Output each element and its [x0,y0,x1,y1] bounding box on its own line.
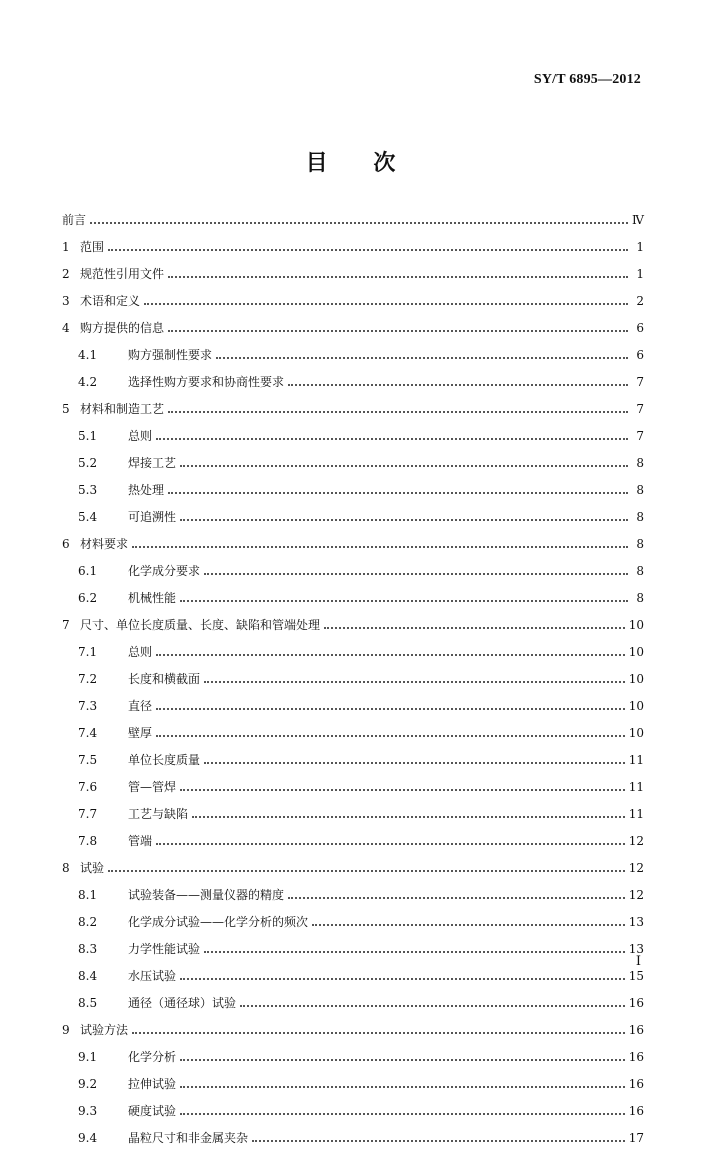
toc-entry-page: 7 [636,428,644,443]
toc-entry-title: 水压试验 [128,968,177,983]
toc-entry-title: 材料要求 [80,536,129,551]
toc-entry-page: 12 [628,833,644,848]
toc-entry-number: 9 [62,1022,70,1037]
toc-leader-dots [288,384,628,386]
toc-leader-dots [180,1086,625,1088]
toc-entry-title: 焊接工艺 [128,455,177,470]
toc-entry-page: 7 [636,374,644,389]
toc-entry-page: 7 [636,401,644,416]
toc-entry-page: 11 [628,779,644,794]
toc-entry-page: 10 [628,698,644,713]
toc-entry[interactable] [62,1070,644,1097]
toc-entry-page: 2 [636,293,644,308]
toc-entry[interactable] [62,908,644,935]
table-of-contents [62,206,644,1151]
toc-entry[interactable] [62,584,644,611]
toc-entry-number: 9.4 [78,1130,98,1145]
toc-entry[interactable] [62,368,644,395]
toc-leader-dots [240,1005,625,1007]
toc-entry-number: 9.3 [78,1103,98,1118]
toc-entry-page: Ⅳ [632,212,644,227]
toc-entry-page: 17 [628,1130,644,1145]
toc-entry-title: 壁厚 [128,725,153,740]
toc-leader-dots [168,276,628,278]
toc-entry-title: 化学成分要求 [128,563,201,578]
toc-entry-page: 8 [636,482,644,497]
toc-entry-title: 购方提供的信息 [80,320,165,335]
toc-entry-title: 化学分析 [128,1049,177,1064]
toc-entry[interactable] [62,989,644,1016]
toc-entry-number: 4.2 [78,374,98,389]
toc-entry-number: 8.4 [78,968,98,983]
toc-entry-title: 通径（通径球）试验 [128,995,237,1010]
toc-entry-number: 7.8 [78,833,98,848]
toc-entry-page: 15 [628,968,644,983]
toc-entry-number: 8.2 [78,914,98,929]
toc-entry[interactable] [62,287,644,314]
toc-entry-number: 6.2 [78,590,98,605]
toc-leader-dots [108,870,625,872]
page-number: I [635,954,641,969]
toc-entry-page: 16 [628,995,644,1010]
toc-entry-page: 10 [628,725,644,740]
toc-entry-number: 1 [62,239,70,254]
toc-entry-page: 8 [636,455,644,470]
toc-entry[interactable] [62,854,644,881]
toc-entry[interactable] [62,341,644,368]
toc-entry-number: 8.1 [78,887,98,902]
toc-entry[interactable] [62,557,644,584]
toc-leader-dots [132,546,628,548]
toc-entry-number: 6.1 [78,563,98,578]
toc-entry-page: 8 [636,536,644,551]
toc-leader-dots [180,1113,625,1115]
toc-leader-dots [204,762,625,764]
toc-entry-number: 7.7 [78,806,98,821]
toc-leader-dots [156,735,625,737]
toc-entry[interactable] [62,773,644,800]
toc-entry-title: 试验装备——测量仪器的精度 [128,887,285,902]
toc-entry[interactable] [62,503,644,530]
toc-leader-dots [180,519,628,521]
toc-entry-number: 4 [62,320,70,335]
toc-entry-title: 材料和制造工艺 [80,401,165,416]
toc-leader-dots [90,222,628,224]
toc-entry-title: 力学性能试验 [128,941,201,956]
toc-entry-title: 直径 [128,698,153,713]
toc-leader-dots [324,627,625,629]
toc-leader-dots [216,357,628,359]
toc-entry-title: 长度和横截面 [128,671,201,686]
toc-entry-page: 16 [628,1076,644,1091]
toc-entry-title: 尺寸、单位长度质量、长度、缺陷和管端处理 [80,617,321,632]
toc-entry-title: 试验方法 [80,1022,129,1037]
toc-entry-page: 11 [628,806,644,821]
toc-entry-title: 前言 [62,212,87,227]
toc-entry-title: 晶粒尺寸和非金属夹杂 [128,1130,249,1145]
toc-entry-title: 范围 [80,239,105,254]
toc-entry-page: 10 [628,644,644,659]
toc-entry-page: 12 [628,887,644,902]
toc-entry-page: 11 [628,752,644,767]
toc-entry-number: 7 [62,617,70,632]
toc-entry[interactable] [62,692,644,719]
page-title: 目 次 [305,151,396,176]
toc-entry-number: 7.6 [78,779,98,794]
toc-entry[interactable] [62,746,644,773]
toc-leader-dots [132,1032,625,1034]
toc-leader-dots [156,708,625,710]
toc-entry-title: 规范性引用文件 [80,266,165,281]
toc-entry-page: 8 [636,509,644,524]
toc-entry-title: 化学成分试验——化学分析的频次 [128,914,309,929]
toc-entry-page: 1 [636,266,644,281]
toc-entry-number: 4.1 [78,347,98,362]
toc-entry[interactable] [62,449,644,476]
toc-leader-dots [180,978,625,980]
toc-entry-page: 16 [628,1103,644,1118]
toc-entry[interactable] [62,719,644,746]
toc-entry-page: 12 [628,860,644,875]
toc-entry[interactable] [62,638,644,665]
toc-entry[interactable] [62,395,644,422]
toc-entry[interactable] [62,476,644,503]
toc-leader-dots [180,465,628,467]
toc-entry[interactable] [62,530,644,557]
toc-entry-title: 机械性能 [128,590,177,605]
toc-leader-dots [144,303,628,305]
toc-leader-dots [168,330,628,332]
toc-entry-number: 7.1 [78,644,98,659]
toc-leader-dots [180,600,628,602]
toc-entry-title: 可追溯性 [128,509,177,524]
toc-entry-page: 6 [636,347,644,362]
toc-entry-page: 16 [628,1049,644,1064]
toc-entry-title: 术语和定义 [80,293,141,308]
toc-leader-dots [156,438,628,440]
toc-entry-number: 9.2 [78,1076,98,1091]
standard-code: SY/T 6895—2012 [533,72,641,87]
toc-entry-page: 8 [636,590,644,605]
toc-entry-title: 硬度试验 [128,1103,177,1118]
toc-entry-title: 工艺与缺陷 [128,806,189,821]
toc-entry-number: 3 [62,293,70,308]
toc-leader-dots [204,681,625,683]
toc-entry[interactable] [62,665,644,692]
toc-entry-title: 总则 [128,428,153,443]
toc-leader-dots [204,951,625,953]
toc-entry-page: 10 [628,671,644,686]
toc-entry[interactable] [62,881,644,908]
toc-leader-dots [180,789,625,791]
toc-leader-dots [168,492,628,494]
toc-leader-dots [252,1140,625,1142]
toc-leader-dots [108,249,628,251]
toc-leader-dots [180,1059,625,1061]
toc-entry-title: 拉伸试验 [128,1076,177,1091]
toc-entry-page: 13 [628,941,644,956]
toc-entry-number: 7.5 [78,752,98,767]
toc-entry-number: 5 [62,401,70,416]
toc-leader-dots [312,924,625,926]
toc-entry-title: 热处理 [128,482,165,497]
toc-entry-page: 8 [636,563,644,578]
toc-leader-dots [192,816,625,818]
toc-entry-title: 购方强制性要求 [128,347,213,362]
toc-entry-title: 管端 [128,833,153,848]
toc-entry-number: 8.5 [78,995,98,1010]
toc-entry-page: 6 [636,320,644,335]
toc-entry-title: 总则 [128,644,153,659]
toc-entry-number: 8.3 [78,941,98,956]
toc-entry-number: 7.4 [78,725,98,740]
toc-entry-number: 7.2 [78,671,98,686]
toc-leader-dots [204,573,628,575]
toc-entry-number: 5.1 [78,428,98,443]
toc-entry[interactable] [62,800,644,827]
toc-entry-page: 10 [628,617,644,632]
toc-entry-title: 选择性购方要求和协商性要求 [128,374,285,389]
toc-entry-page: 13 [628,914,644,929]
toc-entry-number: 8 [62,860,70,875]
toc-entry-number: 7.3 [78,698,98,713]
toc-entry[interactable] [62,827,644,854]
toc-entry-number: 5.2 [78,455,98,470]
toc-entry[interactable] [62,260,644,287]
toc-entry[interactable] [62,935,644,962]
toc-entry[interactable] [62,1097,644,1124]
toc-entry-number: 9.1 [78,1049,98,1064]
toc-entry[interactable] [62,1016,644,1043]
toc-entry-title: 试验 [80,860,105,875]
toc-entry-title: 单位长度质量 [128,752,201,767]
toc-entry[interactable] [62,1124,644,1151]
toc-leader-dots [156,654,625,656]
toc-entry[interactable] [62,422,644,449]
toc-entry-number: 2 [62,266,70,281]
toc-entry[interactable] [62,611,644,638]
toc-leader-dots [168,411,628,413]
toc-leader-dots [288,897,625,899]
toc-entry-number: 5.3 [78,482,98,497]
toc-leader-dots [156,843,625,845]
toc-entry-page: 1 [636,239,644,254]
toc-entry-number: 6 [62,536,70,551]
toc-entry[interactable] [62,1043,644,1070]
toc-entry[interactable] [62,314,644,341]
toc-entry-title: 管—管焊 [128,779,177,794]
toc-entry[interactable] [62,206,644,233]
toc-entry[interactable] [62,233,644,260]
toc-entry[interactable] [62,962,644,989]
toc-entry-number: 5.4 [78,509,98,524]
toc-entry-page: 16 [628,1022,644,1037]
